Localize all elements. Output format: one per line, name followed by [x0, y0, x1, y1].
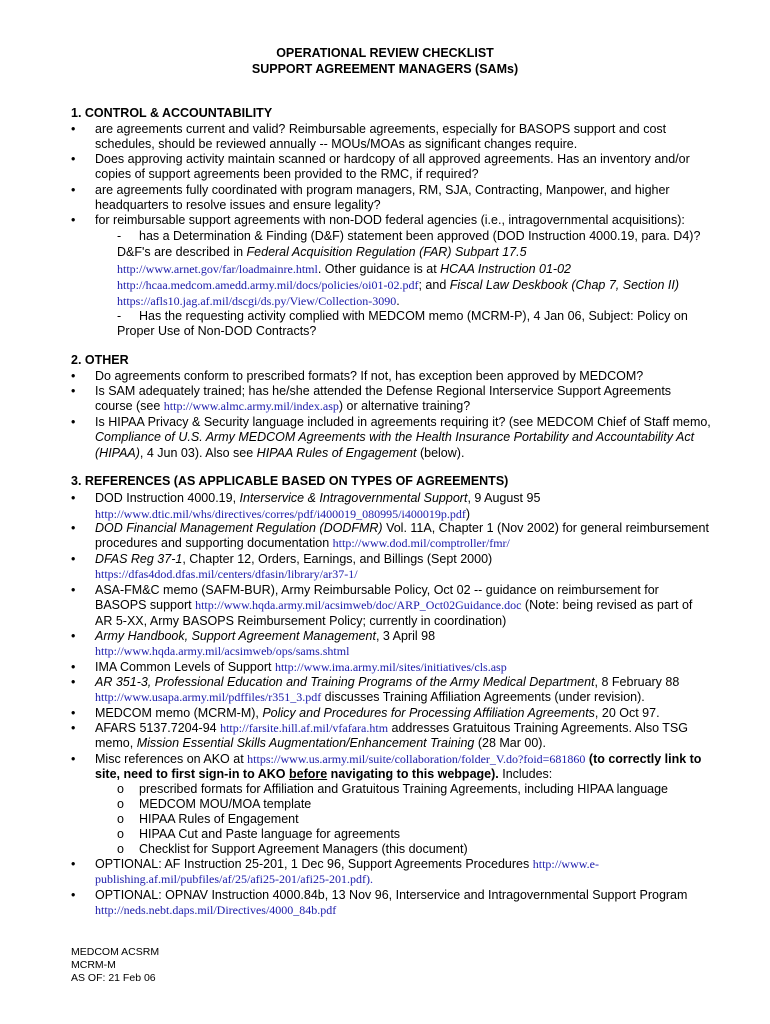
- bullet-icon: •: [71, 888, 76, 902]
- list-item: • are agreements current and valid? Reimbursable agreements, especially for BASOPS support and cost schedules, should be reviewed annually -- MOUs/MOAs as significant changes require.: [71, 122, 667, 152]
- bullet-icon: •: [71, 660, 76, 674]
- bullet-icon: •: [71, 521, 76, 535]
- bullet-icon: •: [71, 183, 76, 197]
- circle-bullet-icon: o: [117, 827, 124, 841]
- bullet-icon: •: [71, 857, 76, 871]
- footer-office: MCRM-M: [71, 959, 116, 971]
- section-heading-references: 3. REFERENCES (AS APPLICABLE BASED ON TYPES OF AGREEMENTS): [71, 474, 509, 488]
- bullet-icon: •: [71, 369, 76, 383]
- circle-bullet-icon: o: [117, 797, 124, 811]
- dash-marker: -: [117, 229, 122, 243]
- document-title: OPERATIONAL REVIEW CHECKLIST: [276, 46, 494, 60]
- bullet-icon: •: [71, 752, 76, 766]
- arp-guidance-link[interactable]: http://www.hqda.army.mil/acsimweb/doc/ARP_Oct02Guidance.doc: [195, 598, 522, 613]
- list-item: • Do agreements conform to prescribed formats? If not, has exception been approved by MEDCOM?: [71, 369, 644, 383]
- dfas-link[interactable]: https://dfas4dod.dfas.mil/centers/dfasin/library/ar37-1/: [95, 567, 358, 582]
- bullet-icon: •: [71, 491, 76, 505]
- document-subtitle: SUPPORT AGREEMENT MANAGERS (SAMs): [251, 62, 519, 76]
- bullet-icon: •: [71, 384, 76, 398]
- afars-link[interactable]: http://farsite.hill.af.mil/vfafara.htm: [220, 721, 389, 735]
- sams-link[interactable]: http://www.hqda.army.mil/acsimweb/ops/sams.shtml: [95, 644, 350, 659]
- opnav-link[interactable]: http://neds.nebt.daps.mil/Directives/4000_84b.pdf: [95, 903, 337, 918]
- list-item: • AR 351-3, Professional Education and Training Programs of the Army Medical Department, 8 February 88 http://www.usapa.army.mil/pdffiles/r351_3.pdf discusses Training Affiliation Agreements (under revision).: [71, 675, 680, 705]
- far-link[interactable]: http://www.arnet.gov/far/loadmainre.html: [117, 261, 318, 276]
- dodfmr-link[interactable]: http://www.dod.mil/comptroller/fmr/: [332, 536, 510, 551]
- list-item: • DFAS Reg 37-1, Chapter 12, Orders, Earnings, and Billings (Sept 2000) https://dfas4dod.dfas.mil/centers/dfasin/library/ar37-1/: [71, 552, 493, 582]
- ar-351-3-link[interactable]: http://www.usapa.army.mil/pdffiles/r351_3.pdf: [95, 690, 322, 705]
- bullet-icon: •: [71, 152, 76, 166]
- list-item: • Is SAM adequately trained; has he/she attended the Defense Regional Interservice Support Agreements course (see http://www.almc.army.mil/index.asp) or alternative training?: [71, 384, 672, 414]
- fiscal-law-link[interactable]: https://afls10.jag.af.mil/dscgi/ds.py/View/Collection-3090: [117, 294, 397, 309]
- bullet-icon: •: [71, 415, 76, 429]
- bullet-icon: •: [71, 721, 76, 735]
- dtic-link[interactable]: http://www.dtic.mil/whs/directives/corres/pdf/i400019_080995/i400019p.pdf: [95, 507, 466, 521]
- list-item: • IMA Common Levels of Support http://www.ima.army.mil/sites/initiatives/cls.asp: [71, 660, 507, 674]
- list-item: • AFARS 5137.7204-94 http://farsite.hill.af.mil/vfafara.htm addresses Gratuitous Training Agreements. Also TSG memo, Mission Essential Skills Augmentation/Enhancement Training (28 Mar 00).: [71, 721, 688, 751]
- footer-org: MEDCOM ACSRM: [71, 946, 160, 958]
- section-heading-control: 1. CONTROL & ACCOUNTABILITY: [71, 106, 273, 120]
- list-item: o MEDCOM MOU/MOA template: [117, 797, 312, 811]
- bullet-icon: •: [71, 122, 76, 136]
- circle-bullet-icon: o: [117, 782, 124, 796]
- sub-item-medcom-memo: - Has the requesting activity complied with MEDCOM memo (MCRM-P), 4 Jan 06, Subject: Policy on Proper Use of Non-DOD Contracts?: [117, 309, 688, 339]
- list-item: • DOD Instruction 4000.19, Interservice & Intragovernmental Support, 9 August 95 http://www.dtic.mil/whs/directives/corres/pdf/i400019_080995/i400019p.pdf): [71, 491, 541, 521]
- list-item: • OPTIONAL: AF Instruction 25-201, 1 Dec 96, Support Agreements Procedures http://www.e-publishing.af.mil/pubfiles/af/25/afi25-201/afi25-201.pdf).: [71, 857, 599, 887]
- list-item: • are agreements fully coordinated with program managers, RM, SJA, Contracting, Manpower, and higher headquarters to resolve issues and ensure legality?: [71, 183, 670, 213]
- dash-marker: -: [117, 309, 122, 323]
- afi-25-201-link[interactable]: http://www.e-publishing.af.mil/pubfiles/af/25/afi25-201/afi25-201.pdf).: [95, 857, 599, 887]
- list-item: o Checklist for Support Agreement Managers (this document): [117, 842, 468, 856]
- hcaa-link[interactable]: http://hcaa.medcom.amedd.army.mil/docs/policies/oi01-02.pdf: [117, 277, 419, 292]
- list-item: o prescribed formats for Affiliation and Gratuitous Training Agreements, including HIPAA language: [117, 782, 669, 796]
- ima-cls-link[interactable]: http://www.ima.army.mil/sites/initiatives/cls.asp: [274, 660, 507, 674]
- circle-bullet-icon: o: [117, 842, 124, 856]
- list-item: • Misc references on AKO at https://www.us.army.mil/suite/collaboration/folder_V.do?foid=681860 (to correctly link to site, need to first sign-in to AKO before navigating to this webpage). Includes:: [71, 752, 702, 782]
- list-item: • MEDCOM memo (MCRM-M), Policy and Procedures for Processing Affiliation Agreements, 20 Oct 97.: [71, 706, 660, 720]
- footer-date: AS OF: 21 Feb 06: [71, 972, 156, 984]
- sub-item-determination-finding: - has a Determination & Finding (D&F) statement been approved (DOD Instruction 4000.19, para. D4)? D&F's are described in Federal Acquisition Regulation (FAR) Subpart 17.5 http://www.arnet.gov/far/loadmainre.html. Other guidance is at HCAA Instruction 01-02 http://hcaa.medcom.amedd.army.mil/docs/policies/oi01-02.pdf; and Fiscal Law Deskbook (Chap 7, Section II) https://afls10.jag.af.mil/dscgi/ds.py/View/Collection-3090.: [117, 229, 701, 309]
- bullet-icon: •: [71, 629, 76, 643]
- bullet-icon: •: [71, 552, 76, 566]
- list-item: • Is HIPAA Privacy & Security language included in agreements requiring it? (see MEDCOM Chief of Staff memo, Compliance of U.S. Army MEDCOM Agreements with the Health Insurance Portability and Accountability Act (HIPAA), 4 Jun 03). Also see HIPAA Rules of Engagement (below).: [71, 415, 711, 460]
- section-heading-other: 2. OTHER: [71, 353, 129, 367]
- almc-link[interactable]: http://www.almc.army.mil/index.asp: [163, 399, 339, 414]
- list-item: • OPTIONAL: OPNAV Instruction 4000.84b, 13 Nov 96, Interservice and Intragovernmental Support Program http://neds.nebt.daps.mil/Directives/4000_84b.pdf: [71, 888, 688, 918]
- list-item: • Army Handbook, Support Agreement Management, 3 April 98 http://www.hqda.army.mil/acsimweb/ops/sams.shtml: [71, 629, 436, 659]
- bullet-icon: •: [71, 213, 76, 227]
- list-item: o HIPAA Rules of Engagement: [117, 812, 299, 826]
- list-item: • for reimbursable support agreements with non-DOD federal agencies (i.e., intragovernmental acquisitions):: [71, 213, 685, 227]
- ako-link[interactable]: https://www.us.army.mil/suite/collaboration/folder_V.do?foid=681860: [247, 752, 586, 766]
- bullet-icon: •: [71, 675, 76, 689]
- list-item: • Does approving activity maintain scanned or hardcopy of all approved agreements. Has an inventory and/or copies of support agreements been provided to the RMC, if required?: [71, 152, 690, 182]
- circle-bullet-icon: o: [117, 812, 124, 826]
- list-item: o HIPAA Cut and Paste language for agreements: [117, 827, 401, 841]
- list-item: • ASA-FM&C memo (SAFM-BUR), Army Reimbursable Policy, Oct 02 -- guidance on reimbursement for BASOPS support http://www.hqda.army.mil/acsimweb/doc/ARP_Oct02Guidance.doc (Note: being revised as part of AR 5-XX, Army BASOPS Reimbursement Policy; currently in coordination): [71, 583, 693, 628]
- bullet-icon: •: [71, 706, 76, 720]
- list-item: • DOD Financial Management Regulation (DODFMR) Vol. 11A, Chapter 1 (Nov 2002) for general reimbursement procedures and supporting documentation http://www.dod.mil/comptroller/fmr/: [71, 521, 709, 551]
- bullet-icon: •: [71, 583, 76, 597]
